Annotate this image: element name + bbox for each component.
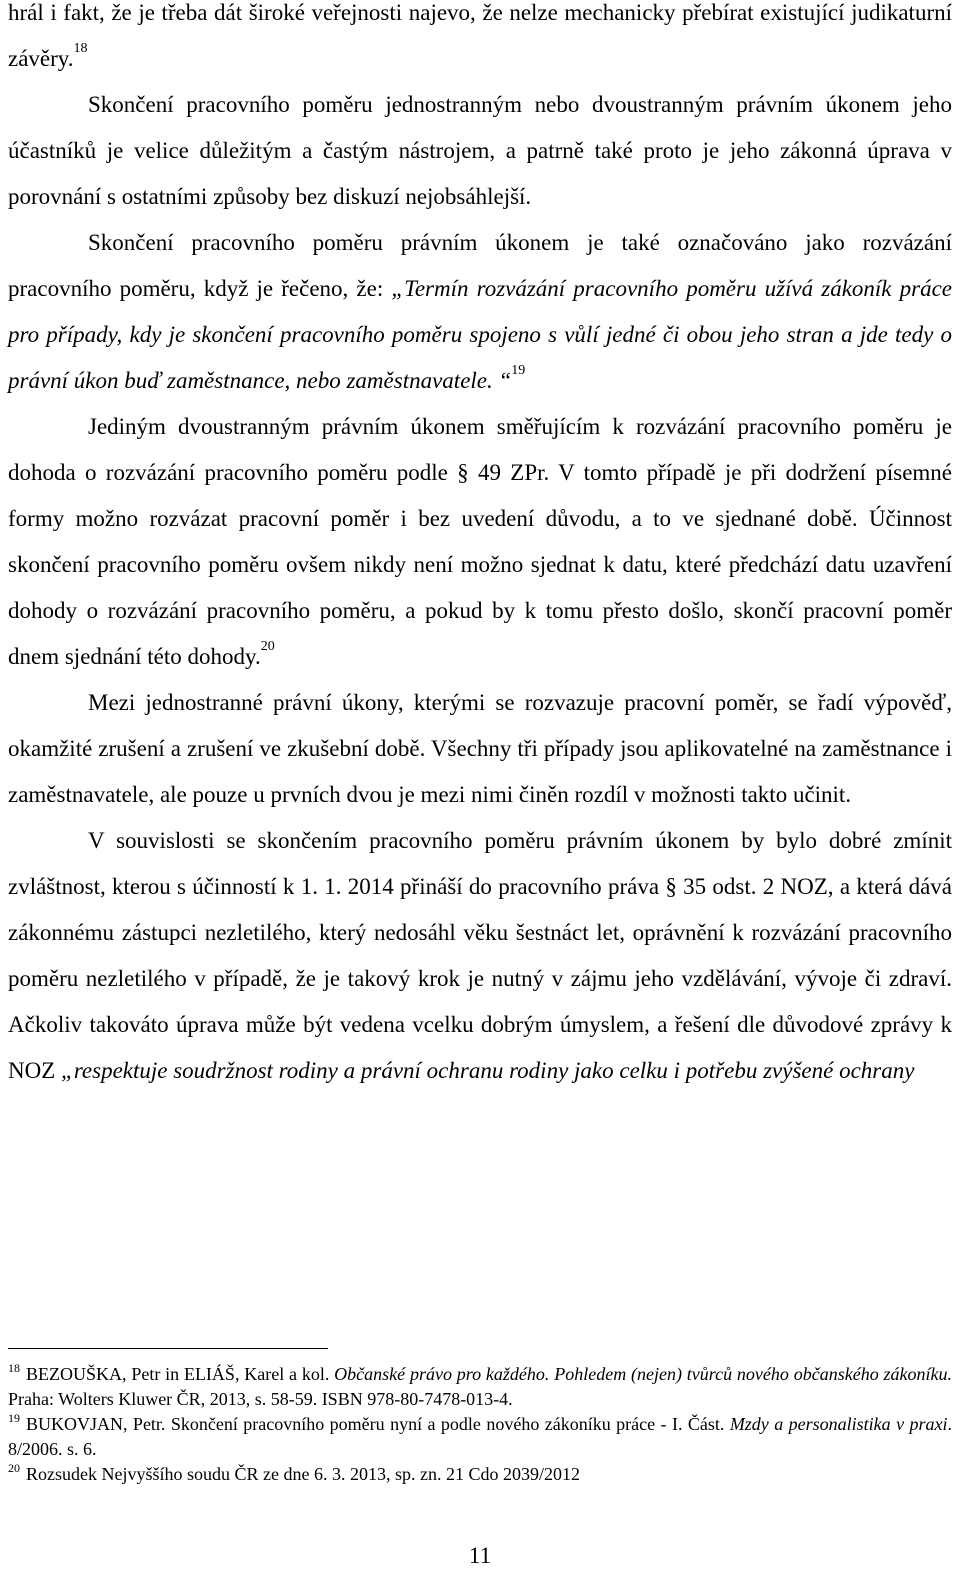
paragraph-2: Skončení pracovního poměru jednostranným nebo dvoustranným právním úkonem jeho účastníků je velice důležitým a častým nástrojem, a patrně také proto je jeho zákonná úprava v porovnání s ostatními způsoby bez diskuzí nejobsáhlejší. [8, 92, 952, 209]
page-number: 11 [468, 1543, 492, 1568]
body-text [8, 0, 952, 1094]
paragraph-4: Jediným dvoustranným právním úkonem směřujícím k rozvázání pracovního poměru je dohoda o rozvázání pracovního poměru podle § 49 ZPr. V tomto případě je při dodržení písemné formy možno rozvázat pracovní poměr i bez uvedení důvodu, a to ve sjednané době. Účinnost skončení pracovního poměru ovšem nikdy není možno sjednat k datu, které předchází datu uzavření dohody o rozvázání pracovního poměru, a pokud by k tomu přesto došlo, skončí pracovní poměr dnem sjednání této dohody.$^{20}$ [8, 414, 952, 669]
footnote-20: $^{20}$ Rozsudek Nejvyššího soudu ČR ze dne 6. 3. 2013, sp. zn. 21 Cdo 2039/2012 [8, 1461, 580, 1484]
footnotes [8, 1362, 952, 1487]
paragraph-1: hrál i fakt, že je třeba dát široké veřejnosti najevo, že nelze mechanicky přebírat existující judikaturní závěry.$^{18}$ [8, 0, 952, 71]
footnote-ref-18[interactable]: 18 [73, 41, 88, 56]
footnote-separator [8, 1348, 328, 1349]
footnote-ref-20[interactable]: 20 [260, 639, 275, 654]
paragraph-6: V souvislosti se skončením pracovního poměru právním úkonem by bylo dobré zmínit zvláštnost, kterou s účinností k 1. 1. 2014 přináší do pracovního práva § 35 odst. 2 NOZ, a která dává zákonnému zástupci nezletilého, který nedosáhl věku šestnáct let, oprávnění k rozvázání pracovního poměru nezletilého v případě, že je takový krok je nutný v zájmu jeho vzdělávání, vývoje či zdraví. Ačkoliv takováto úprava může být vedena vcelku dobrým úmyslem, a řešení dle důvodové zprávy k NOZ „respektuje soudržnost rodiny a právní ochranu rodiny jako celku i potřebu zvýšené ochrany [8, 828, 952, 1083]
paragraph-3: Skončení pracovního poměru právním úkonem je také označováno jako rozvázání pracovního poměru, když je řečeno, že: „Termín rozvázání pracovního poměru užívá zákoník práce pro případy, kdy je skončení pracovního poměru spojeno s vůlí jedné či obou jeho stran a jde tedy o právní úkon buď zaměstnance, nebo zaměstnavatele. “$^{19}$ [8, 230, 952, 393]
quotation: „Termín rozvázání pracovního poměru užívá zákoník práce pro případy, kdy je skončení pracovního poměru spojeno s vůlí jedné či obou jeho stran a jde tedy o právní úkon buď zaměstnance, nebo zaměstnavatele. “ [8, 276, 952, 393]
footnote-18: $^{18}$ BEZOUŠKA, Petr in ELIÁŠ, Karel a kol. Občanské právo pro každého. Pohledem (nejen) tvůrců nového občanského zákoníku. Praha: Wolters Kluwer ČR, 2013, s. 58-59. ISBN 978-80-7478-013-4. [8, 1361, 952, 1409]
footnote-ref-19[interactable]: 19 [511, 363, 526, 378]
paragraph-5: Mezi jednostranné právní úkony, kterými se rozvazuje pracovní poměr, se řadí výpověď, okamžité zrušení a zrušení ve zkušební době. Všechny tři případy jsou aplikovatelné na zaměstnance i zaměstnavatele, ale pouze u prvních dvou je mezi nimi činěn rozdíl v možnosti takto učinit. [8, 690, 952, 807]
footnote-19: $^{19}$ BUKOVJAN, Petr. Skončení pracovního poměru nyní a podle nového zákoníku práce - I. Část. Mzdy a personalistika v praxi. 8/2006. s. 6. [8, 1411, 952, 1459]
quotation: „respektuje soudržnost rodiny a právní ochranu rodiny jako celku i potřebu zvýšené ochrany [61, 1058, 915, 1083]
